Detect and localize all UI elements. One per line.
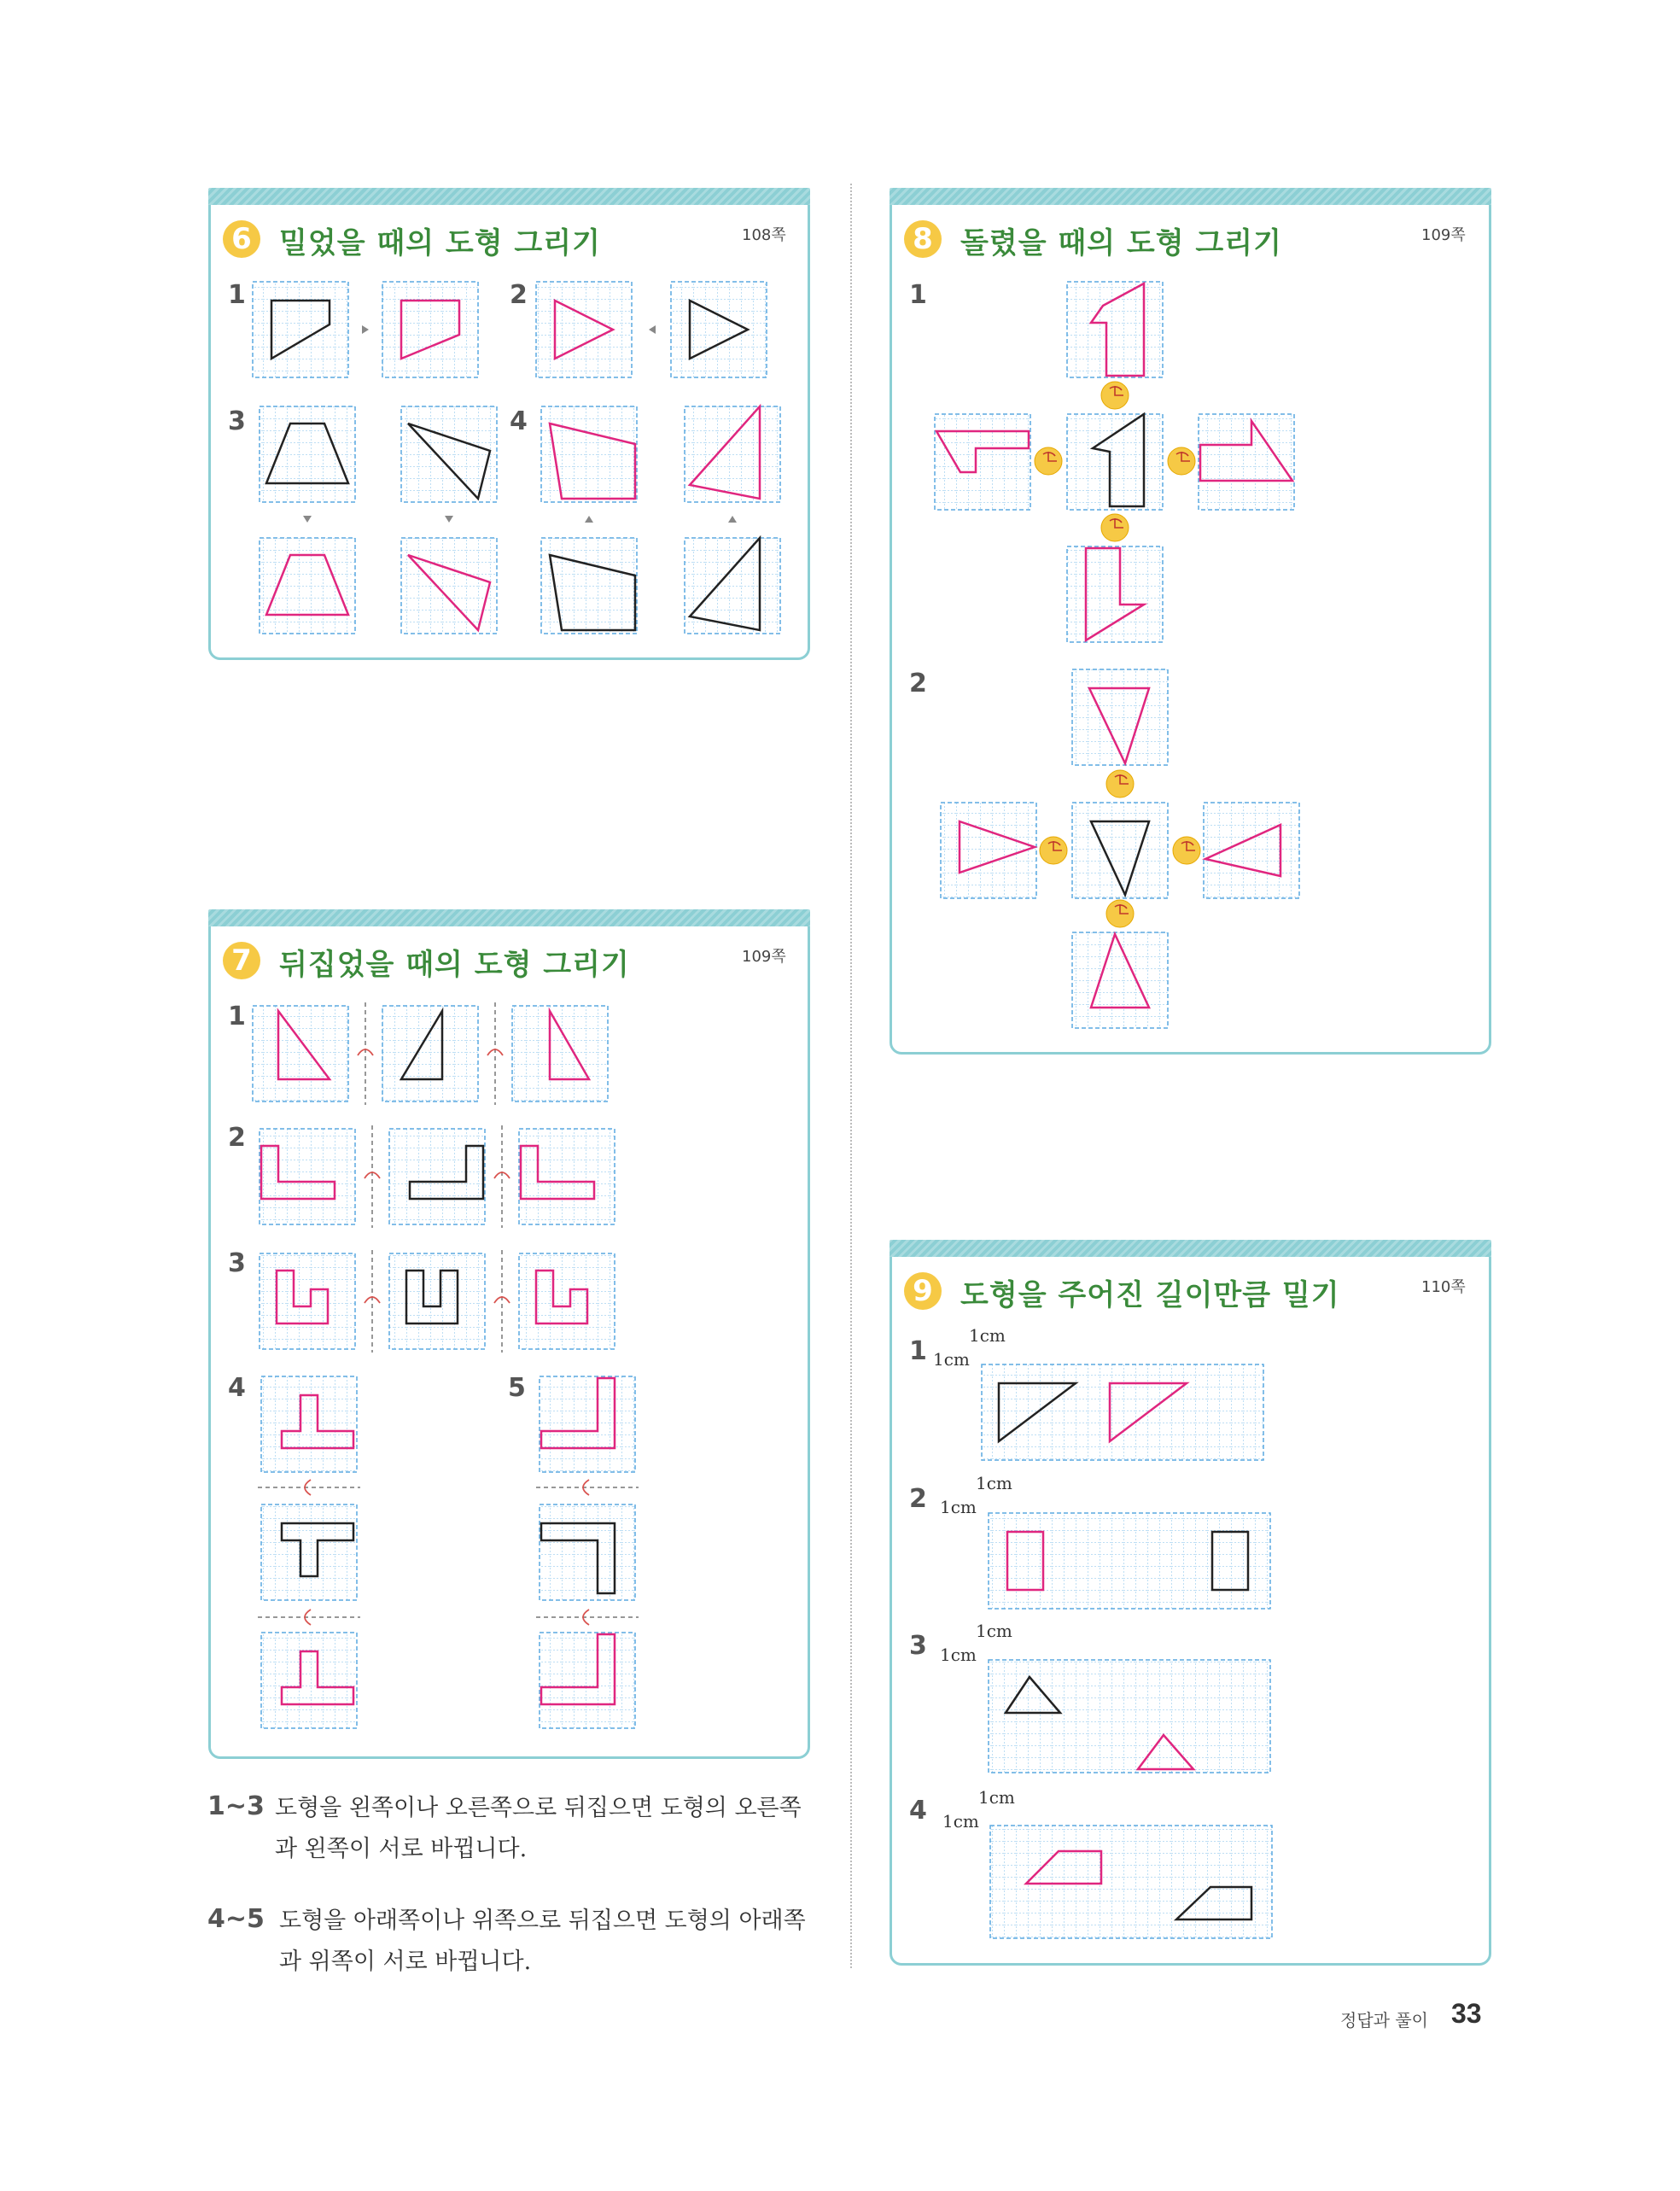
grid-box (519, 1253, 615, 1349)
section-6-page-ref: 108쪽 (742, 226, 786, 244)
s9-problem-2: 2 (909, 1484, 927, 1514)
grid-box (401, 538, 497, 634)
grid-box (260, 538, 355, 634)
grid-box (389, 1129, 485, 1224)
section-9-title: 도형을 주어진 길이만큼 밀기 (960, 1278, 1340, 1312)
grid-box (1067, 282, 1163, 377)
grid-box (382, 1006, 478, 1101)
note-2-line1: 도형을 아래쪽이나 위쪽으로 뒤집으면 도형의 아래쪽 (279, 1908, 806, 1934)
s6-problem-1: 1 (228, 280, 246, 310)
s6-problem-2: 2 (510, 280, 528, 310)
grid-box (540, 1376, 635, 1472)
s9-problem-1: 1 (909, 1336, 927, 1366)
footer-label: 정답과 풀이 (1340, 2010, 1428, 2030)
note-1-line1: 도형을 왼쪽이나 오른쪽으로 뒤집으면 도형의 오른쪽 (275, 1795, 802, 1821)
s8-problem-2: 2 (909, 669, 927, 698)
s9-unit-label-1a: 1cm (969, 1325, 1006, 1346)
s6-problem-3: 3 (228, 406, 246, 436)
arrow-down-icon (303, 516, 312, 523)
s6-problem-4: 4 (510, 406, 528, 436)
s7-problem-4: 4 (228, 1373, 246, 1403)
s7-problem-5: 5 (508, 1373, 526, 1403)
grid-box (989, 1513, 1270, 1609)
grid-box (261, 1376, 357, 1472)
grid-box (671, 282, 767, 377)
s7-problem-1: 1 (228, 1002, 246, 1031)
grid-box (982, 1364, 1263, 1460)
grid-box (540, 1633, 635, 1728)
section-8-number: 8 (904, 220, 942, 258)
section-8-title: 돌렸을 때의 도형 그리기 (960, 226, 1282, 260)
grid-box (512, 1006, 608, 1101)
grid-box (935, 414, 1030, 510)
grid-box (401, 406, 497, 502)
s7-problem-2: 2 (228, 1123, 246, 1153)
grid-box (536, 282, 632, 377)
arrow-down-icon (445, 516, 453, 523)
s9-unit-label-4b: 1cm (942, 1811, 979, 1832)
s9-unit-label-3a: 1cm (976, 1621, 1012, 1641)
grid-box (261, 1633, 357, 1728)
s9-unit-label-1b: 1cm (933, 1349, 970, 1370)
note-1-label: 1~3 (207, 1791, 265, 1821)
s8-problem-1: 1 (909, 280, 927, 310)
grid-box (540, 1504, 635, 1600)
section-7-page-ref: 109쪽 (742, 948, 786, 966)
grid-box (260, 406, 355, 502)
grid-box (989, 1660, 1270, 1773)
note-2-line2: 과 위쪽이 서로 바뀝니다. (279, 1949, 532, 1975)
grid-box (1067, 546, 1163, 642)
section-9-page-ref: 110쪽 (1421, 1278, 1466, 1296)
section-8-page-ref: 109쪽 (1421, 226, 1466, 244)
grid-box (1204, 803, 1299, 898)
note-2-label: 4~5 (207, 1904, 265, 1934)
s9-unit-label-2a: 1cm (976, 1473, 1012, 1493)
grid-box (990, 1826, 1272, 1938)
s9-unit-label-2b: 1cm (940, 1497, 977, 1517)
grid-box (1067, 414, 1163, 510)
grid-box (389, 1253, 485, 1349)
section-7-title: 뒤집었을 때의 도형 그리기 (279, 948, 630, 982)
section-6-title: 밀었을 때의 도형 그리기 (279, 226, 601, 260)
grid-box (519, 1129, 615, 1224)
arrow-up-icon (728, 516, 737, 523)
grid-box (260, 1129, 355, 1224)
arrow-left-icon (649, 325, 656, 334)
s9-unit-label-3b: 1cm (940, 1645, 977, 1665)
grid-box (253, 282, 348, 377)
section-7-number: 7 (223, 942, 260, 979)
s9-problem-3: 3 (909, 1631, 927, 1661)
grid-box (260, 1253, 355, 1349)
s9-problem-4: 4 (909, 1796, 927, 1826)
s7-problem-3: 3 (228, 1248, 246, 1278)
grid-box (382, 282, 478, 377)
section-9-number: 9 (904, 1272, 942, 1310)
grid-box (253, 1006, 348, 1101)
section-6-number: 6 (223, 220, 260, 258)
arrow-up-icon (585, 516, 593, 523)
arrow-right-icon (362, 325, 369, 334)
s9-unit-label-4a: 1cm (978, 1787, 1015, 1808)
note-1-line2: 과 왼쪽이 서로 바뀝니다. (275, 1836, 528, 1862)
grid-box (261, 1504, 357, 1600)
footer-page-number: 33 (1451, 1998, 1482, 2029)
